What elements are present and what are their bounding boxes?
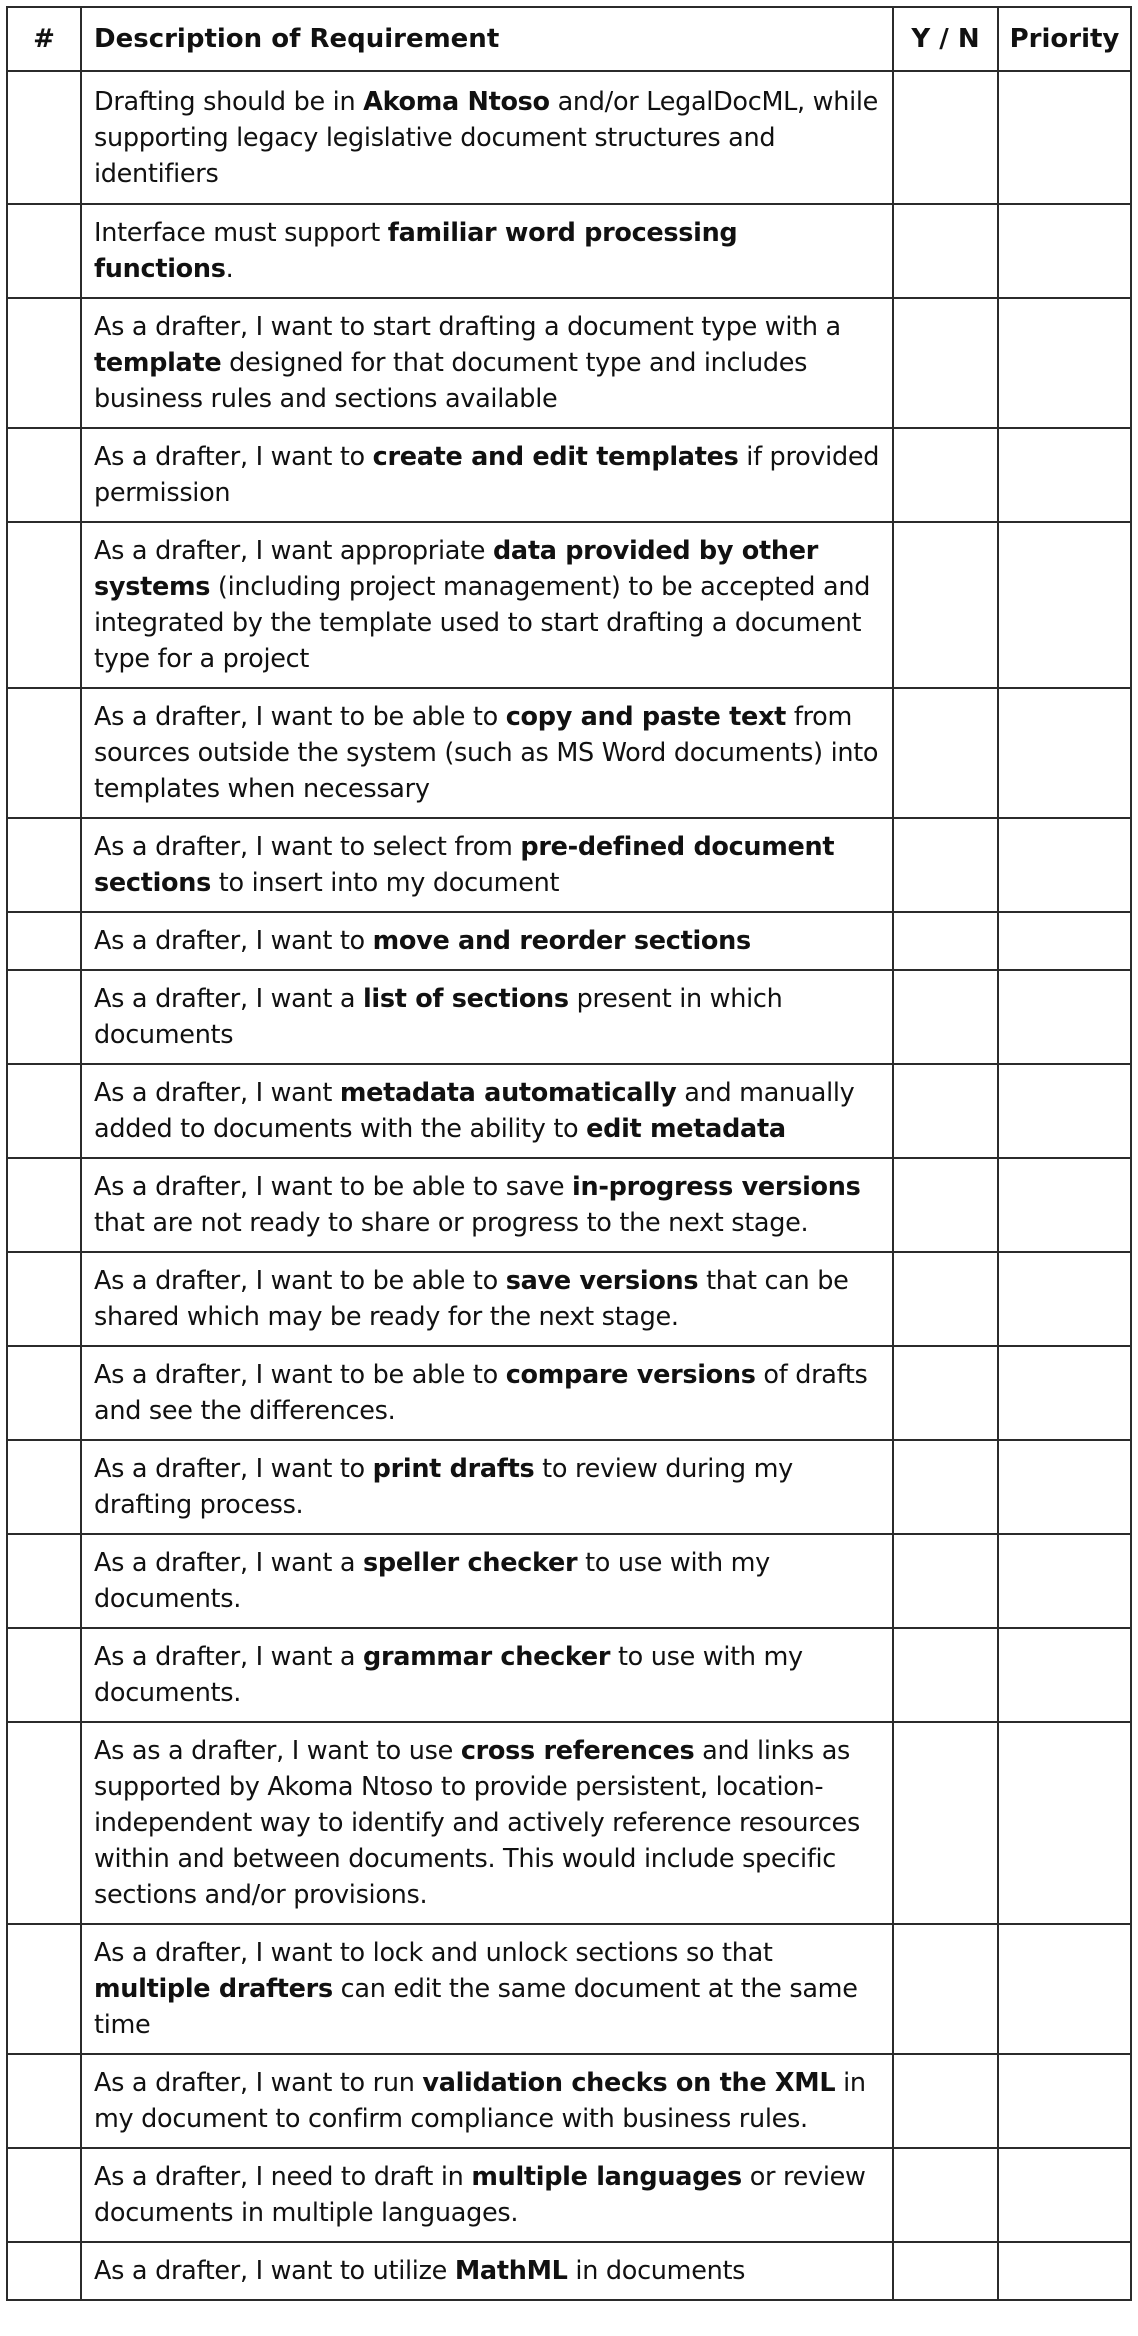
requirement-description	[81, 298, 893, 428]
table-row	[7, 428, 1131, 522]
requirement-text: As a drafter, I want to lock and unlock sections so that	[94, 1938, 773, 1968]
requirement-text: Drafting should be in	[94, 86, 364, 117]
requirement-text: As a drafter, I want to be able to	[94, 1266, 506, 1296]
table-row	[7, 1252, 1131, 1346]
requirement-description	[81, 1628, 893, 1722]
requirement-text: in my document to confirm compliance with business rules.	[94, 2068, 866, 2134]
yes-no-cell[interactable]	[893, 298, 998, 428]
table-body	[7, 71, 1131, 2300]
table-row	[7, 818, 1131, 912]
row-number-cell[interactable]	[7, 1924, 81, 2054]
table-row	[7, 1346, 1131, 1440]
yes-no-cell[interactable]	[893, 1064, 998, 1158]
requirement-text: Interface must support	[94, 218, 388, 248]
requirement-text: As a drafter, I need to draft in	[94, 2162, 472, 2192]
priority-cell[interactable]	[998, 1924, 1131, 2054]
requirement-text: As a drafter, I want to	[94, 1454, 373, 1484]
requirement-description	[81, 1064, 893, 1158]
requirement-description	[81, 71, 893, 204]
priority-cell[interactable]	[998, 912, 1131, 970]
requirement-text: from sources outside the system (such as MS Word documents) into templates when necessary	[94, 702, 879, 804]
row-number-cell[interactable]	[7, 688, 81, 818]
table-row	[7, 298, 1131, 428]
priority-cell[interactable]	[998, 71, 1131, 204]
requirement-text: As a drafter, I want a	[94, 1548, 363, 1578]
table-row	[7, 1158, 1131, 1252]
row-number-cell[interactable]	[7, 1628, 81, 1722]
requirement-description	[81, 2242, 893, 2300]
requirement-keyword: copy and paste text	[505, 702, 787, 732]
requirement-keyword: create and edit templates	[372, 442, 739, 472]
priority-cell[interactable]	[998, 1534, 1131, 1628]
row-number-cell[interactable]	[7, 1252, 81, 1346]
row-number-cell[interactable]	[7, 912, 81, 970]
requirement-text: that are not ready to share or progress to the next stage.	[94, 1208, 809, 1238]
yes-no-cell[interactable]	[893, 1158, 998, 1252]
requirement-text: if provided permission	[94, 442, 880, 508]
yes-no-cell[interactable]	[893, 522, 998, 688]
priority-cell[interactable]	[998, 1158, 1131, 1252]
requirement-text: As a drafter, I want a	[94, 1642, 363, 1672]
yes-no-cell[interactable]	[893, 1252, 998, 1346]
yes-no-cell[interactable]	[893, 1534, 998, 1628]
row-number-cell[interactable]	[7, 2054, 81, 2148]
yes-no-cell[interactable]	[893, 1440, 998, 1534]
requirement-keyword: data provided by other systems	[94, 536, 818, 602]
row-number-cell[interactable]	[7, 522, 81, 688]
requirement-keyword: metadata automatically	[339, 1078, 677, 1108]
requirements-table	[6, 6, 1132, 2301]
row-number-cell[interactable]	[7, 2242, 81, 2300]
row-number-cell[interactable]	[7, 1534, 81, 1628]
row-number-cell[interactable]	[7, 1440, 81, 1534]
requirement-keyword: compare versions	[505, 1360, 756, 1390]
yes-no-cell[interactable]	[893, 970, 998, 1064]
requirement-text: As a drafter, I want to run	[94, 2068, 423, 2098]
requirement-text: present in which documents	[94, 984, 783, 1050]
requirement-text: As a drafter, I want	[94, 1078, 340, 1108]
row-number-cell[interactable]	[7, 2148, 81, 2242]
row-number-cell[interactable]	[7, 970, 81, 1064]
requirement-description	[81, 970, 893, 1064]
yes-no-cell[interactable]	[893, 1722, 998, 1924]
requirement-text: As a drafter, I want to select from	[94, 832, 521, 862]
priority-cell[interactable]	[998, 522, 1131, 688]
requirement-description	[81, 1722, 893, 1924]
yes-no-cell[interactable]	[893, 71, 998, 204]
table-row	[7, 2148, 1131, 2242]
requirement-keyword: multiple languages	[471, 2162, 742, 2192]
requirement-description	[81, 1440, 893, 1534]
row-number-cell[interactable]	[7, 1722, 81, 1924]
table-row	[7, 1924, 1131, 2054]
table-row	[7, 912, 1131, 970]
requirement-keyword: edit metadata	[586, 1114, 786, 1144]
requirement-text: As a drafter, I want to utilize	[94, 2256, 455, 2286]
requirement-keyword: pre-defined document sections	[94, 832, 835, 898]
requirement-description	[81, 2054, 893, 2148]
table-row	[7, 1440, 1131, 1534]
requirement-text: As a drafter, I want to be able to	[94, 1360, 506, 1390]
priority-cell[interactable]	[998, 204, 1131, 298]
yes-no-cell[interactable]	[893, 2148, 998, 2242]
requirement-text: As a drafter, I want to be able to	[94, 702, 506, 732]
requirement-text: to insert into my document	[210, 868, 560, 898]
table-row	[7, 1534, 1131, 1628]
requirement-description	[81, 1346, 893, 1440]
requirement-text: designed for that document type and includes business rules and sections available	[94, 348, 808, 414]
requirement-keyword: print drafts	[372, 1454, 535, 1484]
yes-no-cell[interactable]	[893, 818, 998, 912]
yes-no-cell[interactable]	[893, 428, 998, 522]
requirement-text: As a drafter, I want a	[94, 984, 363, 1014]
requirement-keyword: validation checks on the XML	[422, 2068, 836, 2098]
requirement-text: to review during my drafting process.	[94, 1454, 793, 1520]
requirement-description	[81, 2148, 893, 2242]
requirement-keyword: cross references	[460, 1736, 695, 1766]
header-yes-no: Y / N	[893, 7, 998, 71]
yes-no-cell[interactable]	[893, 688, 998, 818]
yes-no-cell[interactable]	[893, 204, 998, 298]
yes-no-cell[interactable]	[893, 1924, 998, 2054]
requirement-text: As a drafter, I want to start drafting a document type with a	[94, 312, 841, 342]
requirement-text: (including project management) to be accepted and integrated by the template used to start drafting a document type for a project	[94, 572, 871, 674]
priority-cell[interactable]	[998, 970, 1131, 1064]
table-row	[7, 688, 1131, 818]
priority-cell[interactable]	[998, 688, 1131, 818]
priority-cell[interactable]	[998, 1628, 1131, 1722]
requirement-text: and links as supported by Akoma Ntoso to provide persistent, location-independent way to identify and actively reference resources within and between documents. This would include specific sections and/or provisions.	[94, 1736, 860, 1910]
table-row	[7, 1722, 1131, 1924]
requirement-text: As a drafter, I want to	[94, 926, 373, 956]
requirement-text: As a drafter, I want appropriate	[94, 536, 493, 566]
requirement-text: to use with my documents.	[94, 1548, 770, 1614]
row-number-cell[interactable]	[7, 204, 81, 298]
requirement-keyword: in-progress versions	[572, 1172, 861, 1202]
requirement-description	[81, 522, 893, 688]
requirement-text: As a drafter, I want to	[94, 442, 373, 472]
yes-no-cell[interactable]	[893, 1346, 998, 1440]
requirement-keyword: save versions	[505, 1266, 699, 1296]
row-number-cell[interactable]	[7, 818, 81, 912]
priority-cell[interactable]	[998, 1064, 1131, 1158]
requirement-text: As as a drafter, I want to use	[94, 1736, 461, 1766]
requirement-text: to use with my documents.	[94, 1642, 803, 1708]
requirement-keyword: multiple drafters	[94, 1974, 333, 2004]
requirement-description	[81, 1158, 893, 1252]
header-priority: Priority	[998, 7, 1131, 71]
requirement-keyword: speller checker	[362, 1548, 578, 1578]
requirement-description	[81, 1252, 893, 1346]
priority-cell[interactable]	[998, 298, 1131, 428]
requirement-keyword: familiar word processing functions	[94, 218, 738, 284]
table-row	[7, 71, 1131, 204]
requirement-text: .	[225, 254, 234, 284]
priority-cell[interactable]	[998, 428, 1131, 522]
priority-cell[interactable]	[998, 1722, 1131, 1924]
row-number-cell[interactable]	[7, 1064, 81, 1158]
requirement-text: and manually added to documents with the ability to	[94, 1078, 855, 1144]
header-number: #	[7, 7, 81, 71]
requirement-description	[81, 1924, 893, 2054]
requirement-keyword: list of sections	[362, 984, 569, 1014]
table-row	[7, 970, 1131, 1064]
requirements-document	[6, 6, 1130, 2301]
row-number-cell[interactable]	[7, 1158, 81, 1252]
yes-no-cell[interactable]	[893, 912, 998, 970]
requirement-text: or review documents in multiple languages.	[94, 2162, 866, 2228]
requirement-keyword: Akoma Ntoso	[363, 86, 550, 117]
requirement-description	[81, 204, 893, 298]
requirement-text: can edit the same document at the same time	[94, 1974, 858, 2040]
table-header	[7, 7, 1131, 71]
requirement-description	[81, 688, 893, 818]
requirement-description	[81, 912, 893, 970]
yes-no-cell[interactable]	[893, 2054, 998, 2148]
table-row	[7, 1064, 1131, 1158]
row-number-cell[interactable]	[7, 298, 81, 428]
requirement-description	[81, 1534, 893, 1628]
requirement-text: in documents	[567, 2256, 746, 2286]
requirement-text: As a drafter, I want to be able to save	[94, 1172, 573, 1202]
table-row	[7, 522, 1131, 688]
priority-cell[interactable]	[998, 1440, 1131, 1534]
table-row	[7, 2054, 1131, 2148]
priority-cell[interactable]	[998, 818, 1131, 912]
yes-no-cell[interactable]	[893, 1628, 998, 1722]
requirement-text: and/or LegalDocML, while supporting legacy legislative document structures and identifiers	[94, 86, 879, 189]
priority-cell[interactable]	[998, 2148, 1131, 2242]
header-row	[7, 7, 1131, 71]
table-row	[7, 1628, 1131, 1722]
requirement-keyword: move and reorder sections	[372, 926, 751, 956]
requirement-keyword: template	[94, 348, 222, 378]
priority-cell[interactable]	[998, 1252, 1131, 1346]
requirement-description	[81, 428, 893, 522]
priority-cell[interactable]	[998, 2242, 1131, 2300]
priority-cell[interactable]	[998, 1346, 1131, 1440]
row-number-cell[interactable]	[7, 1346, 81, 1440]
requirement-description	[81, 818, 893, 912]
header-description: Description of Requirement	[81, 7, 893, 71]
requirement-text: that can be shared which may be ready for the next stage.	[94, 1266, 849, 1332]
requirement-keyword: grammar checker	[362, 1642, 611, 1672]
requirement-keyword: MathML	[454, 2256, 568, 2286]
requirement-text: of drafts and see the differences.	[94, 1360, 868, 1426]
yes-no-cell[interactable]	[893, 2242, 998, 2300]
priority-cell[interactable]	[998, 2054, 1131, 2148]
table-row	[7, 2242, 1131, 2300]
row-number-cell[interactable]	[7, 71, 81, 204]
row-number-cell[interactable]	[7, 428, 81, 522]
table-row	[7, 204, 1131, 298]
